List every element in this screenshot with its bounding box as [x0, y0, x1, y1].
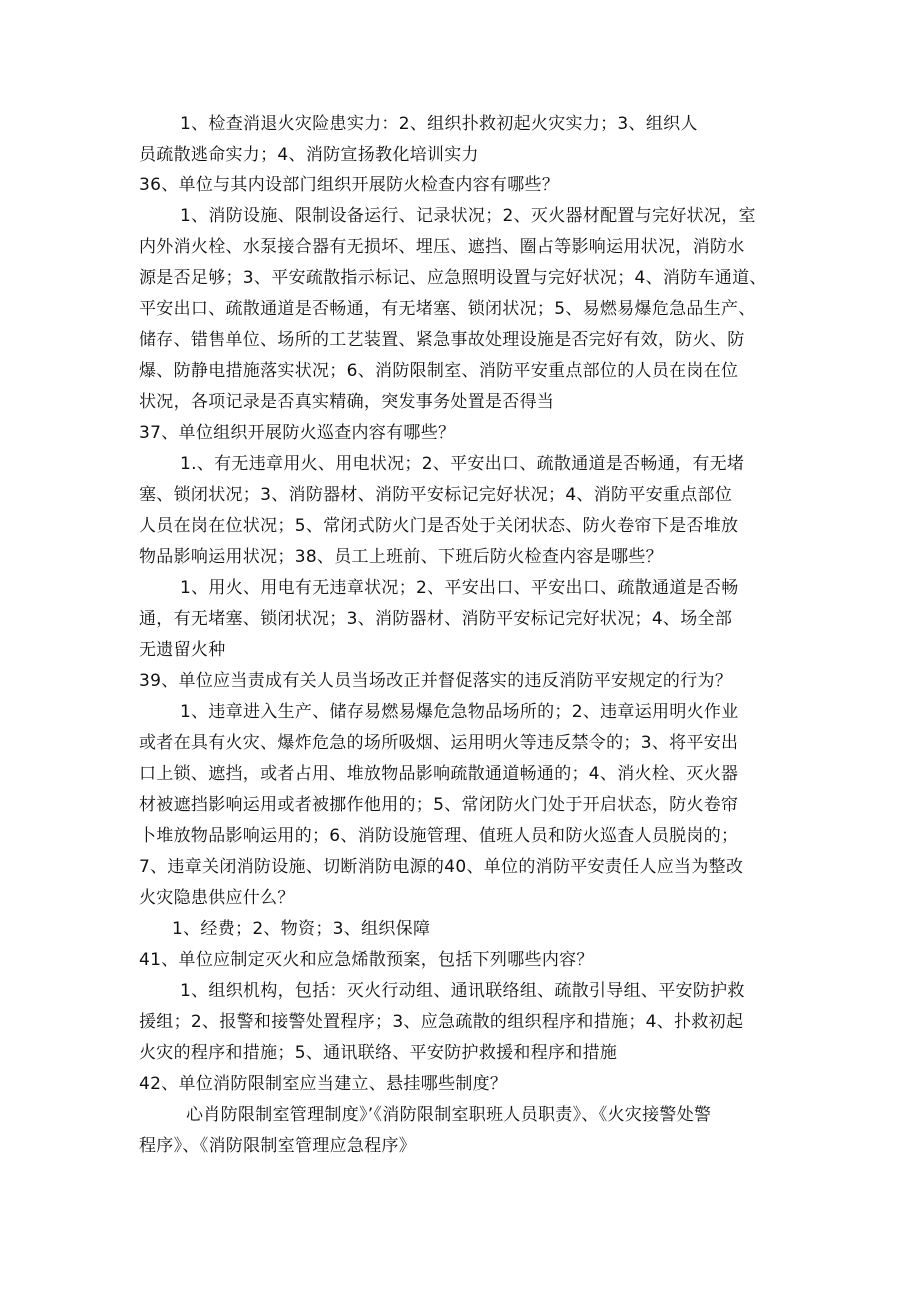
text-line: 1.、有无违章用火、用电状况；2、平安出口、疏散通道是否畅通，有无堵 — [180, 454, 745, 474]
question-heading: 41、单位应制定灭火和应急烯散预案，包括下列哪些内容？ — [139, 950, 594, 970]
text-line: 援组；2、报警和接警处置程序；3、应急疏散的组织程序和措施；4、扑救初起 — [139, 1012, 744, 1032]
text-line: 1、组织机构，包括：灭火行动组、通讯联络组、疏散引导组、平安防护救 — [180, 981, 745, 1001]
text-line: 无遗留火种 — [139, 640, 226, 660]
text-line: 心肖防限制室管理制度》’《消防限制室职班人员职责》、《火灾接警处警 — [186, 1105, 712, 1125]
text-line: 内外消火栓、水泵接合器有无损坏、埋压、遮挡、圈占等影响运用状况，消防水 — [139, 237, 745, 257]
text-line: 员疏散逃命实力；4、消防宣扬教化培训实力 — [139, 145, 479, 165]
text-line: 卜堆放物品影响运用的；6、消防设施管理、值班人员和防火巡査人员脱岗的； — [139, 826, 739, 846]
text-line: 源是否足够；3、平安疏散指示标记、应急照明设置与完好状况；4、消防车通道、 — [139, 268, 767, 288]
question-heading: 37、单位组织开展防火巡查内容有哪些？ — [139, 423, 456, 443]
text-line: 1、用火、用电有无违章状况；2、平安出口、平安出口、疏散通道是否畅 — [180, 578, 739, 598]
text-line: 程序》、《消防限制室管理应急程序》 — [139, 1136, 417, 1156]
question-heading: 42、单位消防限制室应当建立、悬挂哪些制度？ — [139, 1074, 508, 1094]
question-heading: 39、单位应当责成有关人员当场改正并督促落实的违反消防平安规定的行为？ — [139, 671, 733, 691]
text-line: 7、违章关闭消防设施、切断消防电源的40、单位的消防平安责任人应当为整改 — [139, 857, 744, 877]
text-line: 火灾隐患供应什么？ — [139, 888, 295, 908]
text-line: 物品影响运用状况；38、员工上班前、下班后防火检查内容是哪些？ — [139, 547, 663, 567]
text-line: 1、违章进入生产、储存易燃易爆危急物品场所的；2、违章运用明火作业 — [180, 702, 739, 722]
text-line: 1、经费；2、物资；3、组织保障 — [172, 919, 431, 939]
text-line: 塞、锁闭状况；3、消防器材、消防平安标记完好状况；4、消防平安重点部位 — [139, 485, 733, 505]
text-line: 通，有无堵塞、锁闭状况；3、消防器材、消防平安标记完好状况；4、场全部 — [139, 609, 733, 629]
text-line: 1、消防设施、限制设备运行、记录状况；2、灭火器材配置与完好状况，室 — [180, 206, 756, 226]
text-line: 或者在具有火灾、爆炸危急的场所吸烟、运用明火等违反禁令的；3、将平安出 — [139, 733, 739, 753]
text-line: 火灾的程序和措施；5、通讯联络、平安防护救援和程序和措施 — [139, 1043, 618, 1063]
question-heading: 36、单位与其内设部门组织开展防火检查内容有哪些？ — [139, 175, 560, 195]
text-line: 1、检查消退火灾险患实力：2、组织扑救初起火灾实力；3、组织人 — [180, 114, 698, 134]
text-line: 储存、错售单位、场所的工艺装置、紧急事故处理设施是否完好有效，防火、防 — [139, 330, 745, 350]
text-line: 人员在岗在位状况；5、常闭式防火门是否处于关闭状态、防火卷帘下是否堆放 — [139, 516, 739, 536]
text-line: 状况，各项记录是否真实精确，突发事务处置是否得当 — [139, 392, 555, 412]
text-line: 口上锁、遮挡，或者占用、堆放物品影响疏散通道畅通的；4、消火栓、灭火器 — [139, 764, 739, 784]
text-line: 爆、防静电措施落实状况；6、消防限制室、消防平安重点部位的人员在岗在位 — [139, 361, 739, 381]
text-line: 材被遮挡影响运用或者被挪作他用的；5、常闭防火门处于开启状态，防火卷帘 — [139, 795, 739, 815]
text-line: 平安出口、疏散通道是否畅通，有无堵塞、锁闭状况；5、易燃易爆危急品生产、 — [139, 299, 756, 319]
